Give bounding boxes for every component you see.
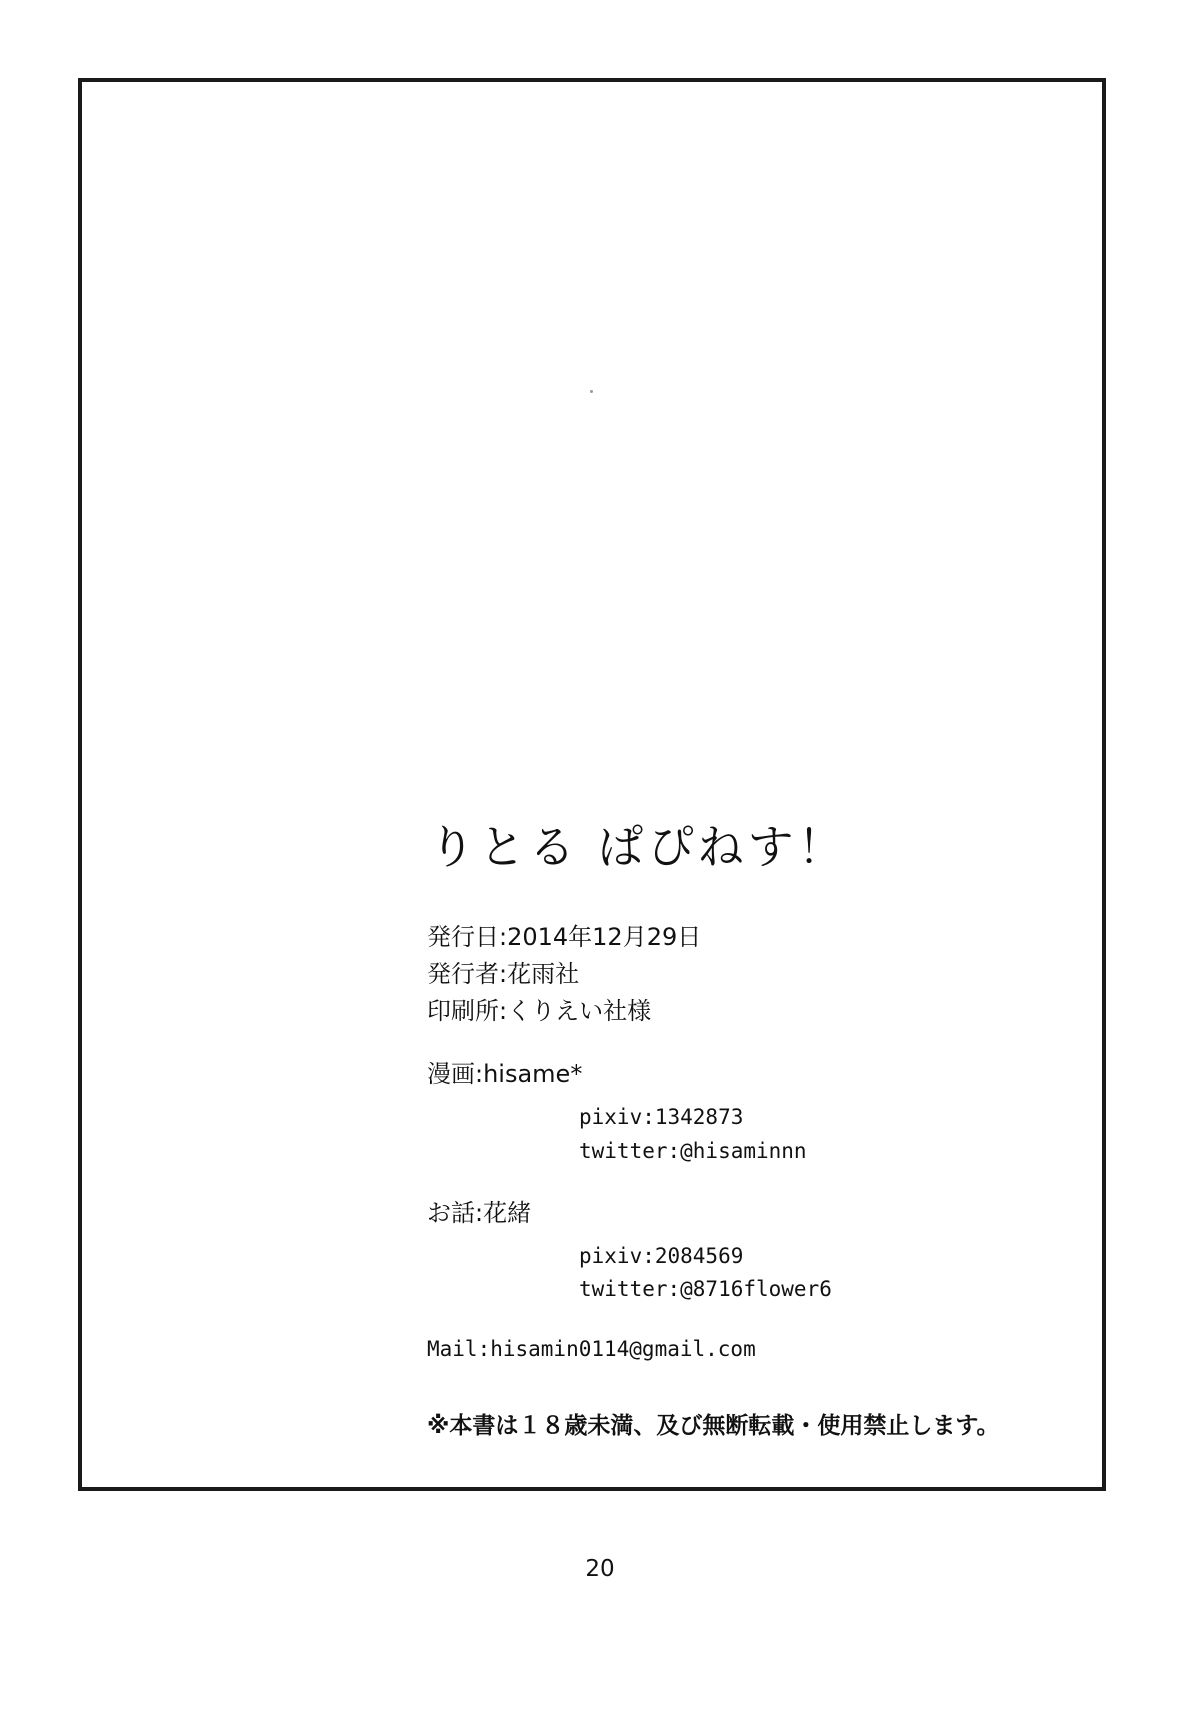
publisher-line: 発行者:花雨社 <box>427 959 580 988</box>
page-number: 20 <box>585 1556 615 1582</box>
artist-twitter-handle: twitter:@hisaminnn <box>579 1138 807 1163</box>
writer-credit-label: お話:花緒 <box>427 1198 532 1227</box>
spacer <box>427 1030 1067 1056</box>
artist-pixiv-id: pixiv:1342873 <box>579 1105 744 1130</box>
spacer <box>427 1093 1067 1101</box>
colophon-block <box>427 822 1067 1440</box>
artist-credit-label: 漫画:hisame* <box>427 1060 583 1089</box>
spacer <box>427 1169 1067 1195</box>
publish-date-line: 発行日:2014年12月29日 <box>427 922 702 951</box>
dust-speck-mark <box>590 390 593 393</box>
page-border-frame <box>78 78 1106 1491</box>
spacer <box>427 1232 1067 1240</box>
age-restriction-notice: ※本書は１８歳未満、及び無断転載・使用禁止します。 <box>427 1412 1000 1439</box>
printer-line: 印刷所:くりえい社様 <box>427 996 652 1025</box>
spacer <box>427 1307 1067 1333</box>
writer-twitter-handle: twitter:@8716flower6 <box>579 1277 832 1302</box>
writer-pixiv-id: pixiv:2084569 <box>579 1243 744 1268</box>
page-title: りとる ぱぴねす！ <box>429 820 848 874</box>
contact-mail-address: Mail:hisamin0114@gmail.com <box>427 1336 756 1361</box>
